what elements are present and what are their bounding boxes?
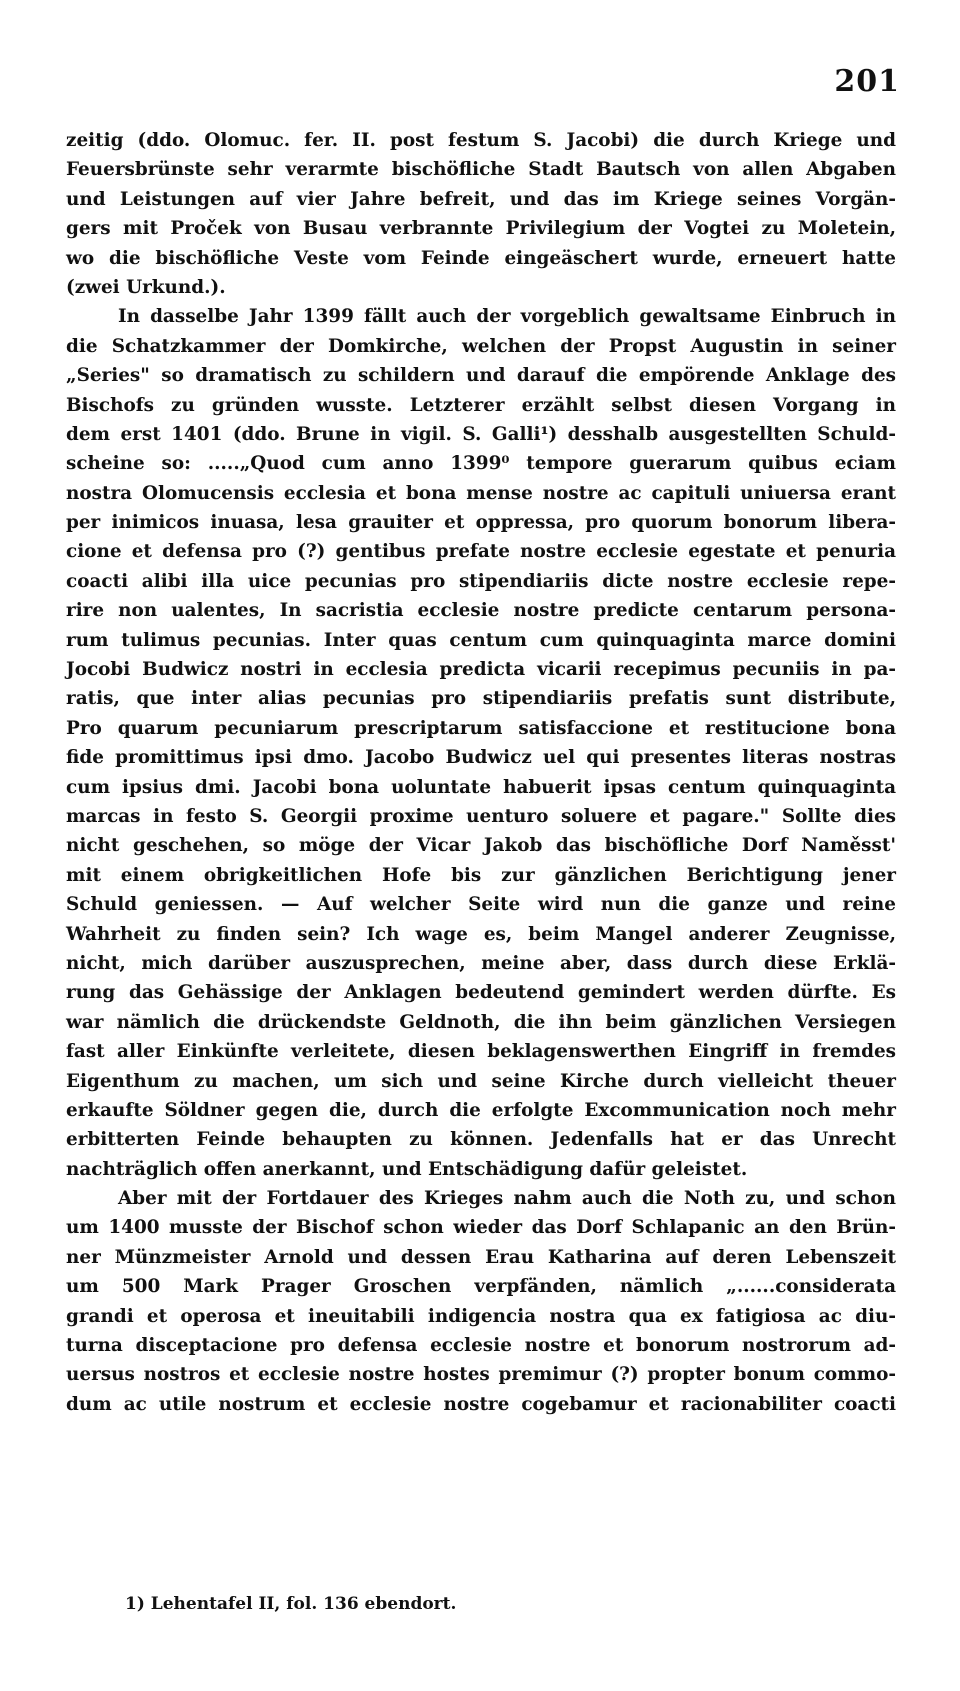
text-line: grandi et operosa et ineuitabili indigencia nostra qua ex fatigiosa ac diu- xyxy=(66,1305,896,1327)
text-line: fast aller Einkünfte verleitete, diesen beklagenswerthen Eingriff in fremdes xyxy=(66,1041,896,1063)
text-line: ratis, que inter alias pecunias pro stipendiariis prefatis sunt distribute, xyxy=(66,688,896,710)
text-line: ner Münzmeister Arnold und dessen Erau Katharina auf deren Lebenszeit xyxy=(66,1246,896,1268)
text-line: um 500 Mark Prager Groschen verpfänden, nämlich „......considerata xyxy=(66,1276,896,1298)
text-line: dem erst 1401 (ddo. Brune in vigil. S. Galli¹) desshalb ausgestellten Schuld- xyxy=(66,423,896,445)
text-line: (zwei Urkund.). xyxy=(66,276,226,298)
text-line: Feuersbrünste sehr verarmte bischöfliche Stadt Bautsch von allen Abgaben xyxy=(66,159,896,181)
text-line: „Series" so dramatisch zu schildern und darauf die empörende Anklage des xyxy=(66,365,896,387)
text-line: dum ac utile nostrum et ecclesie nostre cogebamur et racionabiliter coacti xyxy=(66,1393,896,1415)
text-line: Pro quarum pecuniarum prescriptarum satisfaccione et restitucione bona xyxy=(66,717,896,739)
text-line: erkaufte Söldner gegen die, durch die erfolgte Excommunication noch mehr xyxy=(66,1099,896,1121)
text-line: uersus nostros et ecclesie nostre hostes premimur (?) propter bonum commo- xyxy=(66,1364,896,1386)
text-line: und Leistungen auf vier Jahre befreit, und das im Kriege seines Vorgän- xyxy=(66,188,896,210)
text-line: marcas in festo S. Georgii proxime uenturo soluere et pagare." Sollte dies xyxy=(66,805,896,827)
text-line: wo die bischöfliche Veste vom Feinde eingeäschert wurde, erneuert hatte xyxy=(66,247,896,269)
text-line: um 1400 musste der Bischof schon wieder das Dorf Schlapanic an den Brün- xyxy=(66,1217,896,1239)
footnote: 1) Lehentafel II, fol. 136 ebendort. xyxy=(125,1594,457,1614)
text-line: scheine so: .....„Quod cum anno 1399⁰ tempore guerarum quibus eciam xyxy=(66,453,896,475)
text-line: rung das Gehässige der Anklagen bedeutend gemindert werden dürfte. Es xyxy=(66,982,896,1004)
text-line: mit einem obrigkeitlichen Hofe bis zur gänzlichen Berichtigung jener xyxy=(66,864,896,886)
text-line: rum tulimus pecunias. Inter quas centum cum quinquaginta marce domini xyxy=(66,629,896,651)
body-text xyxy=(66,126,896,1419)
text-line: nachträglich offen anerkannt, und Entschädigung dafür geleistet. xyxy=(66,1158,748,1180)
text-line: rire non ualentes, In sacristia ecclesie nostre predicte centarum persona- xyxy=(66,600,896,622)
text-line: nostra Olomucensis ecclesia et bona mense nostre ac capituli uniuersa erant xyxy=(66,482,896,504)
text-line: gers mit Proček von Busau verbrannte Privilegium der Vogtei zu Moletein, xyxy=(66,218,896,240)
text-line: Jocobi Budwicz nostri in ecclesia predicta vicarii recepimus pecuniis in pa- xyxy=(66,659,896,681)
text-line: nicht geschehen, so möge der Vicar Jakob das bischöfliche Dorf Naměsst' xyxy=(66,835,896,857)
page-number: 201 xyxy=(834,64,900,99)
text-line: Wahrheit zu finden sein? Ich wage es, beim Mangel anderer Zeugnisse, xyxy=(66,923,896,945)
text-line: turna disceptacione pro defensa ecclesie nostre et bonorum nostrorum ad- xyxy=(66,1335,896,1357)
text-line: nicht, mich darüber auszusprechen, meine aber, dass durch diese Erklä- xyxy=(66,952,896,974)
text-line: coacti alibi illa uice pecunias pro stipendiariis dicte nostre ecclesie repe- xyxy=(66,570,896,592)
text-line: die Schatzkammer der Domkirche, welchen der Propst Augustin in seiner xyxy=(66,335,896,357)
text-line: per inimicos inuasa, lesa grauiter et oppressa, pro quorum bonorum libera- xyxy=(66,512,896,534)
text-line: war nämlich die drückendste Geldnoth, die ihn beim gänzlichen Versiegen xyxy=(66,1011,896,1033)
text-line: Bischofs zu gründen wusste. Letzterer erzählt selbst diesen Vorgang in xyxy=(66,394,896,416)
text-line: cum ipsius dmi. Jacobi bona uoluntate habuerit ipsas centum quinquaginta xyxy=(66,776,896,798)
text-line: Eigenthum zu machen, um sich und seine Kirche durch vielleicht theuer xyxy=(66,1070,896,1092)
text-line: Aber mit der Fortdauer des Krieges nahm auch die Noth zu, und schon xyxy=(118,1188,896,1210)
text-line: In dasselbe Jahr 1399 fällt auch der vorgeblich gewaltsame Einbruch in xyxy=(118,306,896,328)
text-line: erbitterten Feinde behaupten zu können. Jedenfalls hat er das Unrecht xyxy=(66,1129,896,1151)
text-line: fide promittimus ipsi dmo. Jacobo Budwicz uel qui presentes literas nostras xyxy=(66,747,896,769)
text-line: Schuld geniessen. — Auf welcher Seite wird nun die ganze und reine xyxy=(66,894,896,916)
text-line: zeitig (ddo. Olomuc. fer. II. post festum S. Jacobi) die durch Kriege und xyxy=(66,130,896,151)
text-line: cione et defensa pro (?) gentibus prefate nostre ecclesie egestate et penuria xyxy=(66,541,896,563)
